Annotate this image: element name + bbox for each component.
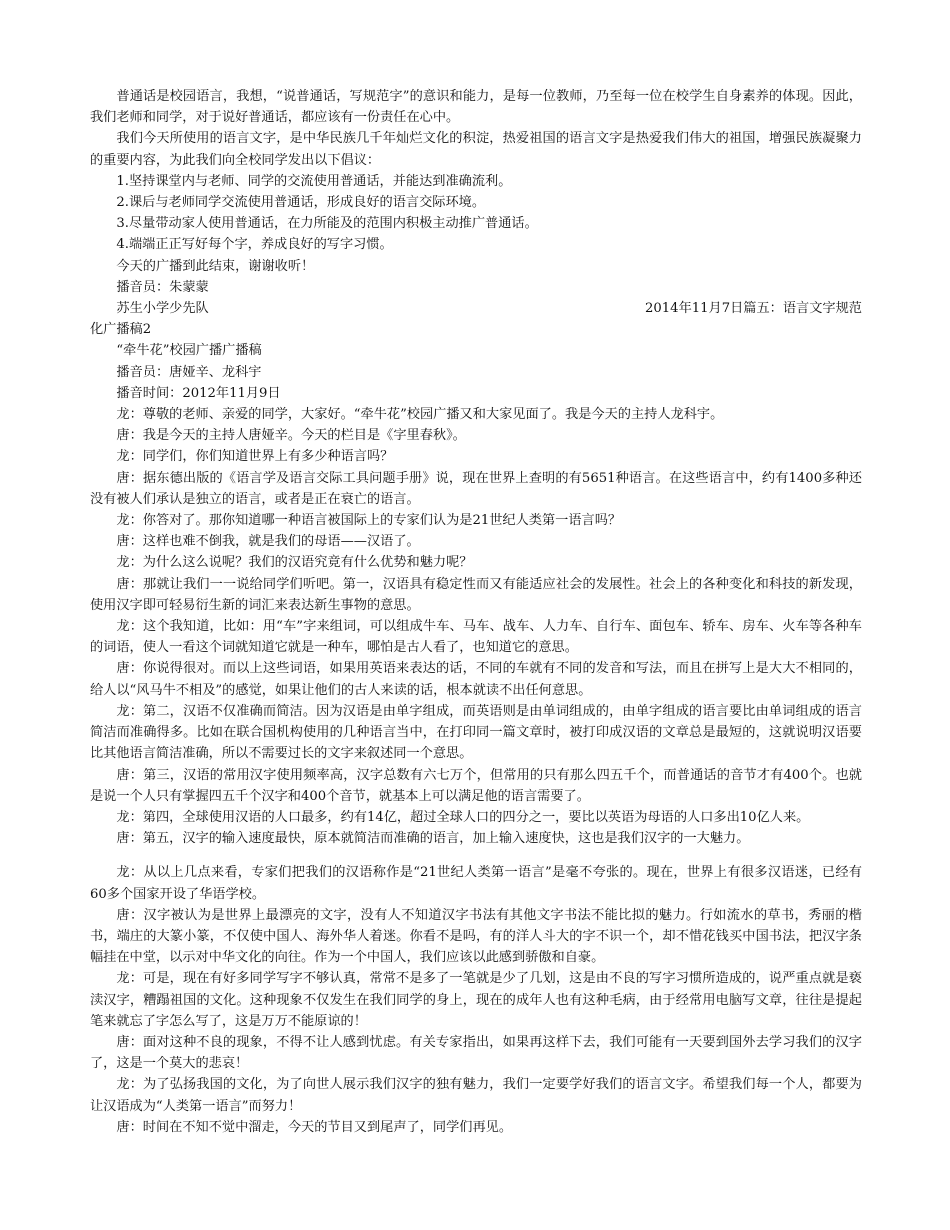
dialogue-line: 唐：面对这种不良的现象，不得不让人感到忧虑。有关专家指出，如果再这样下去，我们可能有一天要到国外去学习我们的汉字了，这是一个莫大的悲哀！ — [90, 1034, 862, 1072]
dialogue-line: 龙：可是，现在有好多同学写字不够认真，常常不是多了一笔就是少了几划，这是由不良的写字习惯所造成的，说严重点就是亵渎汉字，糟蹋祖国的文化。这种现象不仅发生在我们同学的身上，现在的成年人也有这种毛病，由于经常用电脑写文章，往往是提起笔来就忘了字怎么写了，这是万万不能原谅的！ — [90, 971, 862, 1029]
dialogue-line: 龙：尊敬的老师、亲爱的同学，大家好。“牵牛花”校园广播又和大家见面了。我是今天的主持人龙科宇。 — [116, 407, 724, 423]
dialogue-line: 唐：第三，汉语的常用汉字使用频率高，汉字总数有六七万个，但常用的只有那么四五千个，而普通话的音节才有400个。也就是说一个人只有掌握四五千个汉字和400个音节，就基本上可以满足他的语言需要了。 — [90, 767, 862, 804]
dialogue-line: 龙：为了弘扬我国的文化，为了向世人展示我们汉字的独有魅力，我们一定要学好我们的语言文字。希望我们每一个人，都要为让汉语成为“人类第一语言”而努力！ — [90, 1077, 862, 1114]
dialogue-line: 唐：汉字被认为是世界上最漂亮的文字，没有人不知道汉字书法有其他文字书法不能比拟的魅力。行如流水的草书，秀丽的楷书，端庄的大篆小篆，不仅使中国人、海外华人着迷。你看不是吗，有的洋人斗大的字不识一个，却不惜花钱买中国书法，把汉字条幅挂在中堂，以示对中华文化的向往。作为一个中国人，我们应该以此感到骄傲和自豪。 — [90, 907, 862, 966]
script-title: “牵牛花”校园广播广播稿 — [116, 343, 262, 359]
announcer-line: 播音员：朱蒙蒙 — [116, 279, 209, 295]
dialogue-line: 龙：你答对了。那你知道哪一种语言被国际上的专家们认为是21世纪人类第一语言吗？ — [116, 513, 622, 529]
paragraph: 今天的广播到此结束，谢谢收听！ — [116, 258, 315, 274]
proposal-item: 1.坚持课堂内与老师、同学的交流使用普通话，并能达到准确流利。 — [116, 173, 512, 189]
proposal-item: 3.尽量带动家人使用普通话，在力所能及的范围内积极主动推广普通话。 — [116, 216, 538, 232]
signoff-line — [90, 298, 862, 319]
dialogue-line: 龙：第二，汉语不仅准确而简洁。因为汉语是由单字组成，而英语则是由单词组成的，由单字组成的语言要比由单词组成的语言简洁而准确得多。比如在联合国机构使用的几种语言当中，在打印同一篇文章时，被打印成汉语的文章总是最短的，这就说明汉语要比其他语言简洁准确，所以不需要过长的文字来叙述同一个意思。 — [90, 703, 862, 762]
paragraph: 我们今天所使用的语言文字，是中华民族几千年灿烂文化的积淀，热爱祖国的语言文字是热爱我们伟大的祖国，增强民族凝聚力的重要内容，为此我们向全校同学发出以下倡议： — [90, 131, 862, 168]
announcer-line: 播音员：唐娅辛、龙科宇 — [116, 364, 262, 380]
dialogue-line: 唐：我是今天的主持人唐娅辛。今天的栏目是《字里春秋》。 — [116, 428, 466, 444]
dialogue-line: 唐：时间在不知不觉中溜走，今天的节目又到尾声了，同学们再见。 — [116, 1119, 513, 1135]
dialogue-line: 唐：那就让我们一一说给同学们听吧。第一，汉语具有稳定性而又有能适应社会的发展性。社会上的各种变化和科技的新发现，使用汉字即可轻易衍生新的词汇来表达新生事物的意思。 — [90, 576, 862, 613]
document-page — [90, 86, 862, 1138]
section-bottom — [90, 862, 862, 1138]
signoff-date-heading: 2014年11月7日篇五：语言文字规范 — [645, 301, 862, 317]
signoff-organization: 苏生小学少先队 — [116, 301, 209, 317]
dialogue-line: 唐：你说得很对。而以上这些词语，如果用英语来表达的话，不同的车就有不同的发音和写法，而且在拼写上是大大不相同的，给人以“风马牛不相及”的感觉，如果让他们的古人来读的话，根本就读不出任何意思。 — [90, 661, 862, 698]
broadcast-time: 播音时间：2012年11月9日 — [116, 385, 281, 401]
paragraph: 普通话是校园语言，我想，“说普通话，写规范字”的意识和能力，是每一位教师，乃至每一位在校学生自身素养的体现。因此，我们老师和同学，对于说好普通话，都应该有一份责任在心中。 — [90, 89, 862, 126]
proposal-item: 4.端端正正写好每个字，养成良好的写字习惯。 — [116, 237, 393, 253]
signoff-continuation: 化广播稿2 — [90, 322, 152, 338]
section-top — [90, 86, 862, 298]
dialogue-line: 唐：据东德出版的《语言学及语言交际工具问题手册》说，现在世界上查明的有5651种语言。在这些语言中，约有1400多种还没有被人们承认是独立的语言，或者是正在衰亡的语言。 — [90, 470, 862, 507]
dialogue-line: 龙：从以上几点来看，专家们把我们的汉语称作是“21世纪人类第一语言”是毫不夸张的。现在，世界上有很多汉语迷，已经有60多个国家开设了华语学校。 — [90, 865, 862, 902]
dialogue-line: 唐：这样也难不倒我，就是我们的母语——汉语了。 — [116, 534, 420, 550]
section-main — [90, 340, 862, 849]
dialogue-line: 龙：为什么这么说呢？我们的汉语究竟有什么优势和魅力呢？ — [116, 555, 473, 571]
dialogue-line: 唐：第五，汉字的输入速度最快，原本就简洁而准确的语言，加上输入速度快，这也是我们汉字的一大魅力。 — [116, 831, 750, 847]
dialogue-line: 龙：这个我知道，比如：用“车”字来组词，可以组成牛车、马车、战车、人力车、自行车、面包车、轿车、房车、火车等各种车的词语，使人一看这个词就知道它就是一种车，哪怕是古人看了，也知道它的意思。 — [90, 619, 862, 656]
dialogue-line: 龙：第四，全球使用汉语的人口最多，约有14亿，超过全球人口的四分之一，要比以英语为母语的人口多出10亿人来。 — [116, 809, 810, 825]
dialogue-line: 龙：同学们，你们知道世界上有多少种语言吗？ — [116, 449, 394, 465]
proposal-item: 2.课后与老师同学交流使用普通话，形成良好的语言交际环境。 — [116, 195, 486, 211]
